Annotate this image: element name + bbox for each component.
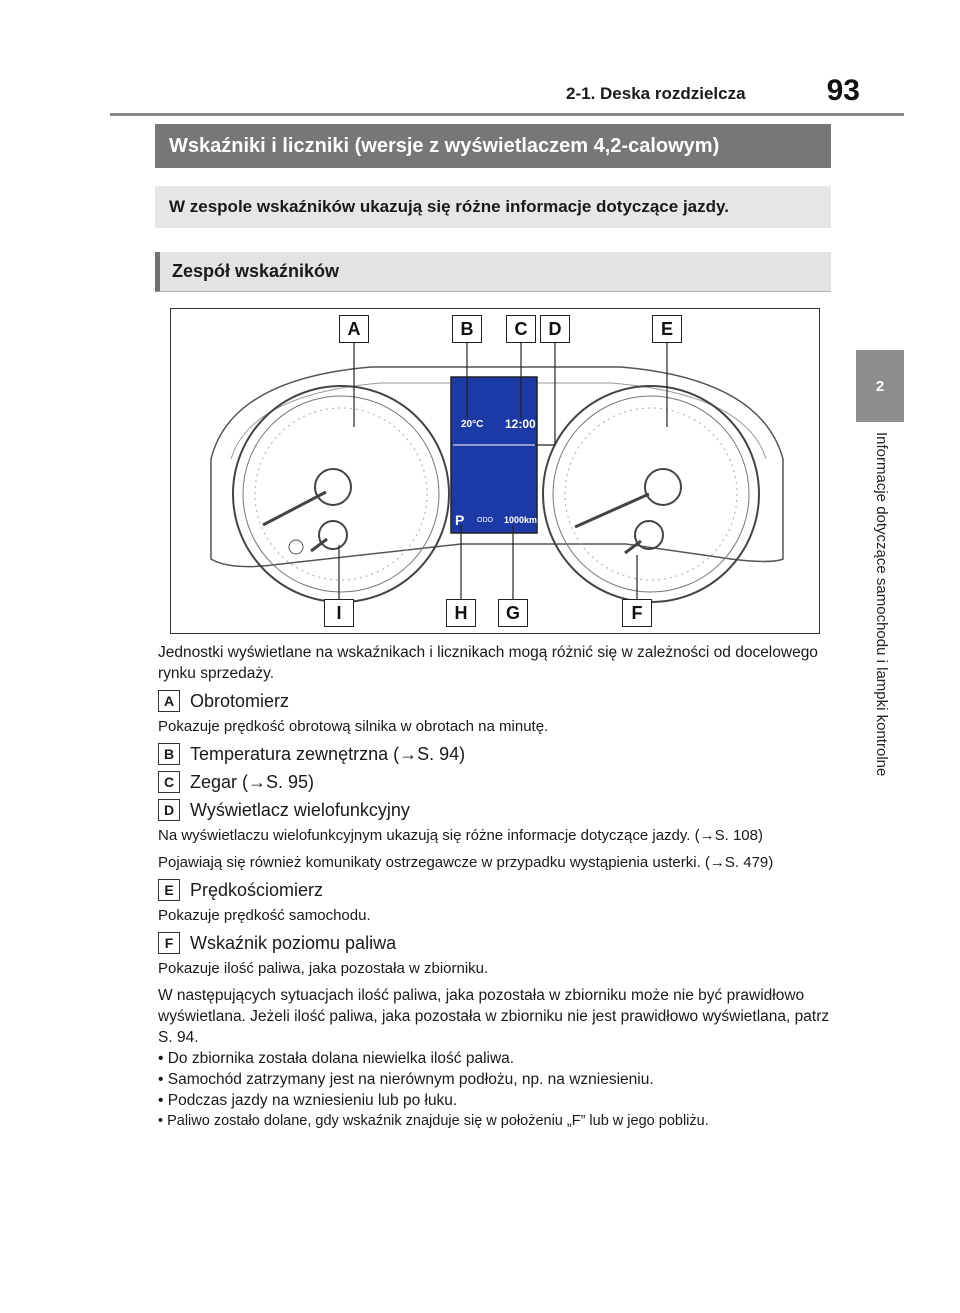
display-gear: P (455, 512, 465, 528)
item-title: Zegar (→S. 95) (190, 771, 315, 792)
item-title: Obrotomierz (190, 690, 290, 711)
item-description: Pokazuje prędkość samochodu. (158, 907, 371, 924)
item-letter: B (158, 743, 180, 765)
chapter-side-text: Informacje dotyczące samochodu i lampki kontrolne (873, 432, 890, 777)
list-item: • Paliwo zostało dolane, gdy wskaźnik znajduje się w położeniu „F” lub w jego pobliżu. (158, 1113, 709, 1129)
list-item: • Do zbiornika została dolana niewielka ilość paliwa. (158, 1050, 515, 1067)
item-e (158, 879, 838, 901)
item-f (158, 932, 838, 954)
list-item: • Podczas jazdy na wzniesieniu lub po łuku. (158, 1092, 458, 1109)
sub-heading: Zespół wskaźników (155, 252, 831, 292)
item-description: Na wyświetlaczu wielofunkcyjnym ukazują się różne informacje dotyczące jazdy. (→S. 108) (158, 827, 763, 844)
callout-h: H (446, 599, 476, 627)
display-odo-label: ODO (477, 517, 493, 524)
item-title: Wskaźnik poziomu paliwa (190, 932, 397, 953)
item-letter: A (158, 690, 180, 712)
callout-c: C (506, 315, 536, 343)
item-c (158, 771, 838, 793)
instrument-cluster-drawing (171, 309, 821, 635)
item-letter: C (158, 771, 180, 793)
item-letter: F (158, 932, 180, 954)
intro-box: W zespole wskaźników ukazują się różne informacje dotyczące jazdy. (155, 186, 831, 228)
item-title: Temperatura zewnętrzna (→S. 94) (190, 743, 466, 764)
item-letter: D (158, 799, 180, 821)
item-b (158, 743, 838, 765)
instrument-cluster-figure (170, 308, 820, 634)
callout-d: D (540, 315, 570, 343)
item-title: Wyświetlacz wielofunkcyjny (190, 799, 410, 820)
item-title: Prędkościomierz (190, 879, 324, 900)
item-d (158, 799, 838, 821)
callout-b: B (452, 315, 482, 343)
page-number: 93 (826, 74, 860, 107)
item-description-2: Pojawiają się również komunikaty ostrzegawcze w przypadku wystąpienia usterki. (→S. 479) (158, 854, 774, 871)
callout-a: A (339, 315, 369, 343)
item-a (158, 690, 838, 712)
item-letter: E (158, 879, 180, 901)
display-temperature: 20°C (461, 419, 484, 430)
item-description: Pokazuje ilość paliwa, jaka pozostała w zbiorniku. (158, 960, 489, 977)
callout-f: F (622, 599, 652, 627)
fuel-bullet-list (158, 1048, 838, 1132)
content-body (158, 642, 838, 1132)
callout-e: E (652, 315, 682, 343)
title-banner: Wskaźniki i liczniki (wersje z wyświetlaczem 4,2-calowym) (155, 124, 831, 168)
units-note: Jednostki wyświetlane na wskaźnikach i licznikach mogą różnić się w zależności od docelowego rynku sprzedaży. (158, 644, 818, 682)
chapter-tab: 2 (856, 350, 904, 422)
callout-i: I (324, 599, 354, 627)
list-item: • Samochód zatrzymany jest na nierównym podłożu, np. na wzniesieniu. (158, 1071, 654, 1088)
display-clock: 12:00 (505, 417, 536, 431)
callout-g: G (498, 599, 528, 627)
header-section-title: 2-1. Deska rozdzielcza (566, 84, 746, 103)
display-odometer: 1000km (504, 515, 538, 525)
header-rule (110, 113, 904, 116)
item-description: Pokazuje prędkość obrotową silnika w obrotach na minutę. (158, 718, 549, 735)
item-description-2: W następujących sytuacjach ilość paliwa, jaka pozostała w zbiorniku może nie być prawidłowo wyświetlana. Jeżeli ilość paliwa, jaka pozostała w zbiorniku nie jest prawidłowo wyświetlana, patrz S. 94. (158, 987, 830, 1046)
